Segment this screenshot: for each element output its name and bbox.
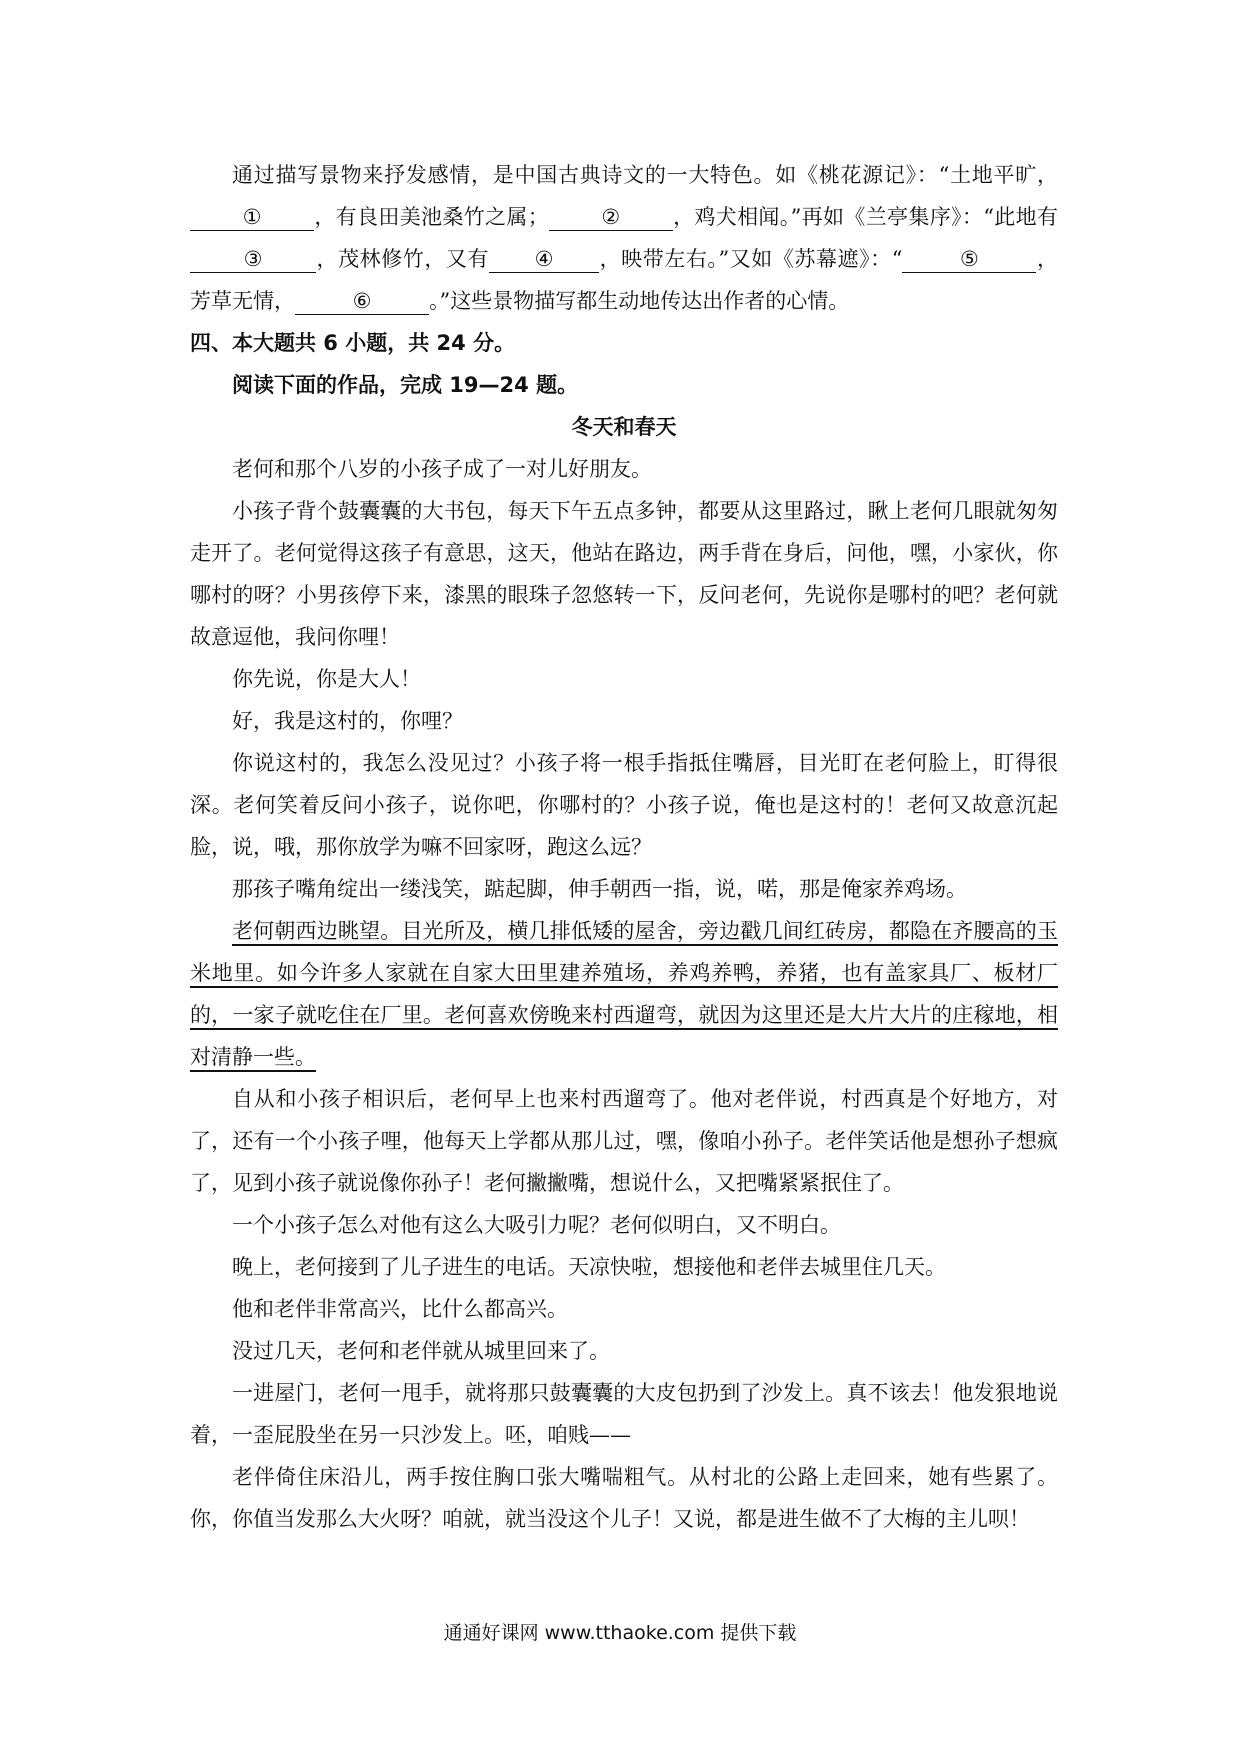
fill-blank-4: ④ [489,246,599,273]
section-instruction: 阅读下面的作品，完成 19—24 题。 [232,373,579,397]
fill-text-4: ，茂林修竹，又有 [316,247,490,271]
article-paragraph: 你先说，你是大人！ [232,667,421,691]
fill-text-1: 通过描写景物来抒发感情，是中国古典诗文的一大特色。如《桃花源记》：“土地平旷， [232,163,1058,187]
article-title: 冬天和春天 [571,415,677,439]
article-paragraph: 那孩子嘴角绽出一缕浅笑，踮起脚，伸手朝西一指，说，喏，那是俺家养鸡场。 [232,877,967,901]
underlined-paragraph [190,910,1058,1078]
fill-blank-5: ⑤ [902,246,1036,273]
article-paragraph: 你说这村的，我怎么没见过？小孩子将一根手指抵住嘴唇，目光盯在老何脸上，盯得很深。老何笑着反问小孩子，说你吧，你哪村的？小孩子说，俺也是这村的！老何又故意沉起脸，说，哦，那你放学为嘛不回家呀，跑这么远？ [190,751,1058,859]
article-paragraph: 一个小孩子怎么对他有这么大吸引力呢？老何似明白，又不明白。 [232,1213,841,1237]
fill-blank-2: ② [549,204,673,231]
fill-blank-6: ⑥ [295,288,429,315]
article-paragraph: 一进屋门，老何一甩手，就将那只鼓囊囊的大皮包扔到了沙发上。真不该去！他发狠地说着，一歪屁股坐在另一只沙发上。呸，咱贱—— [190,1381,1058,1447]
fill-blank-1: ① [190,204,314,231]
underlined-text: 老何朝西边眺望。目光所及，横几排低矮的屋舍，旁边戳几间红砖房，都隐在齐腰高的玉米地里。如今许多人家就在自家大田里建养殖场，养鸡养鸭，养猪，也有盖家具厂、板材厂的，一家子就吃住在厂里。老何喜欢傍晚来村西遛弯，就因为这里还是大片大片的庄稼地，相对清静一些。 [190,919,1058,1069]
fill-text-5: ，映带左右。”又如《苏幕遮》：“ [599,247,903,271]
fill-text-2: ，有良田美池桑竹之属； [314,205,549,229]
fill-blank-3: ③ [190,246,316,273]
article-paragraph: 晚上，老何接到了儿子进生的电话。天凉快啦，想接他和老伴去城里住几天。 [232,1255,946,1279]
article-paragraph: 好，我是这村的，你哩？ [232,709,463,733]
article-paragraph: 老伴倚住床沿儿，两手按住胸口张大嘴喘粗气。从村北的公路上走回来，她有些累了。你，你值当发那么大火呀？咱就，就当没这个儿子！又说，都是进生做不了大梅的主儿呗！ [190,1465,1058,1531]
article-body [190,448,1058,1540]
fill-text-3: ，鸡犬相闻。”再如《兰亭集序》：“此地有 [672,205,1058,229]
page-footer: 通通好课网 www.tthaoke.com 提供下载 [443,1622,797,1644]
article-paragraph: 自从和小孩子相识后，老何早上也来村西遛弯了。他对老伴说，村西真是个好地方，对了，还有一个小孩子哩，他每天上学都从那儿过，嘿，像咱小孙子。老伴笑话他是想孙子想疯了，见到小孩子就说像你孙子！老何撇撇嘴，想说什么，又把嘴紧紧抿住了。 [190,1087,1058,1195]
article-paragraph: 小孩子背个鼓囊囊的大书包，每天下午五点多钟，都要从这里路过，瞅上老何几眼就匆匆走开了。老何觉得这孩子有意思，这天，他站在路边，两手背在身后，问他，嘿，小家伙，你哪村的呀？小男孩停下来，漆黑的眼珠子忽悠转一下，反问老何，先说你是哪村的吧？老何就故意逗他，我问你哩！ [190,499,1058,649]
article-paragraph: 他和老伴非常高兴，比什么都高兴。 [232,1297,568,1321]
article-paragraph: 老何和那个八岁的小孩子成了一对儿好朋友。 [232,457,652,481]
article-paragraph: 没过几天，老何和老伴就从城里回来了。 [232,1339,610,1363]
fill-text-7: 。”这些景物描写都生动地传达出作者的心情。 [429,289,850,313]
fill-text-6: ，芳草无情， [190,247,1058,313]
poem-fill-question [190,154,1058,322]
page-content [190,154,1058,1540]
section-heading: 四、本大题共 6 小题，共 24 分。 [190,331,516,355]
